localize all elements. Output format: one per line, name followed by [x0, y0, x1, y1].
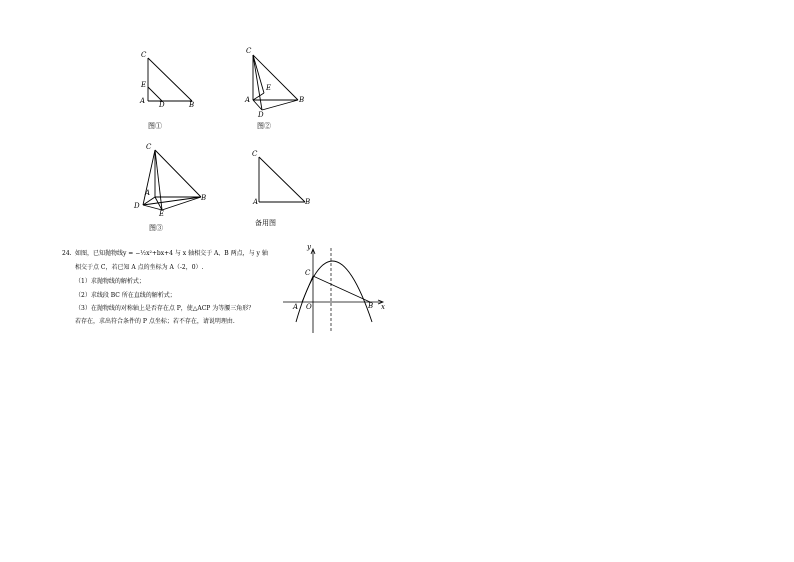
fig3-caption: 图③ [149, 224, 163, 232]
question-part-3: （3）在抛物线的对称轴上是否存在点 P，使△ACP 为等腰三角形？ [75, 305, 255, 312]
fig4-label-c: C [252, 150, 258, 158]
fig2-label-e: E [266, 84, 272, 92]
fig2-label-d: D [258, 111, 264, 119]
fig2-label-b: B [299, 96, 305, 104]
fig1-label-a: A [140, 97, 146, 105]
graph-label-x: x [381, 303, 385, 311]
figure-4-triangle [259, 157, 305, 202]
question-part-1: （1）求抛物线的解析式； [75, 278, 145, 285]
fig3-label-c: C [146, 143, 152, 151]
fig4-caption: 备用图 [255, 219, 276, 227]
question-line-1: 如图，已知抛物线y = −½x²+bx+4 与 x 轴相交于 A、B 两点，与 y 轴 [75, 250, 268, 257]
question-part-2: （2）求线段 BC 所在直线的解析式； [75, 292, 176, 299]
fig3-label-e: E [159, 210, 165, 218]
fig2-label-a: A [245, 96, 251, 104]
fig4-label-b: B [305, 198, 311, 206]
fig2-caption: 图② [257, 122, 271, 130]
question-number: 24. [62, 250, 72, 257]
question-line-2: 相交于点 C，若已知 A 点的坐标为 A（-2，0）. [75, 264, 204, 271]
graph-label-o: O [306, 303, 312, 311]
figure-1-triangle [148, 58, 192, 101]
parabola-graph [283, 248, 383, 333]
graph-label-b: B [368, 302, 374, 310]
figure-3-triangle [143, 150, 201, 210]
fig4-label-a: A [253, 198, 259, 206]
fig1-label-d: D [159, 101, 165, 109]
fig2-label-c: C [246, 47, 252, 55]
graph-label-y: y [307, 243, 311, 251]
fig1-caption: 图① [148, 122, 162, 130]
fig3-label-a: A [145, 189, 151, 197]
fig3-label-b: B [201, 194, 207, 202]
figure-2-triangle [253, 55, 298, 110]
graph-label-c: C [305, 269, 311, 277]
fig1-label-c: C [141, 51, 147, 59]
fig3-label-d: D [134, 202, 140, 210]
fig1-label-b: B [189, 101, 195, 109]
graph-label-a: A [293, 303, 299, 311]
question-part-3-cont: 若存在，求出符合条件的 P 点坐标；若不存在，请说明理由. [75, 318, 235, 325]
fig1-label-e: E [141, 81, 147, 89]
